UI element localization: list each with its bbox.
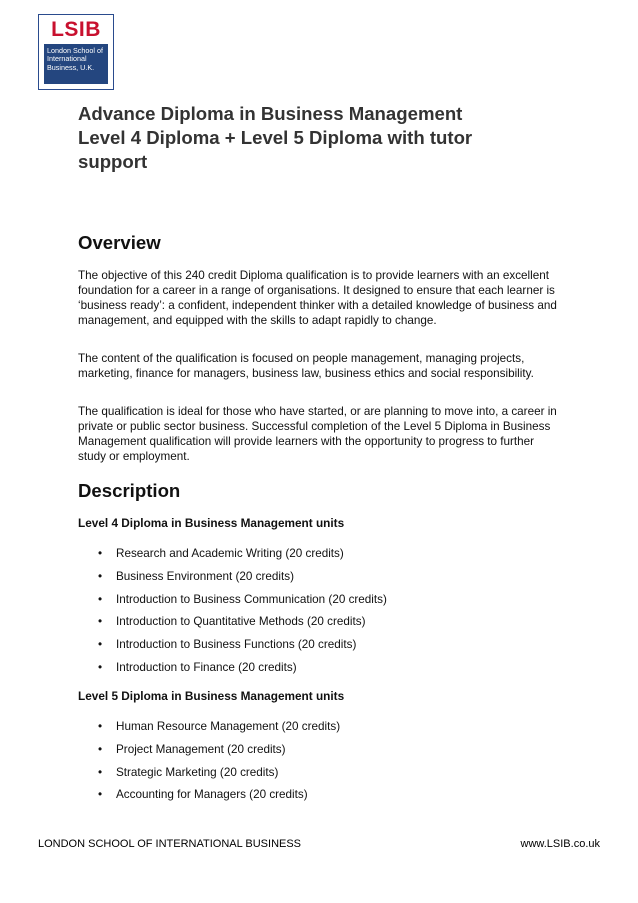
bullet-icon: •	[98, 615, 103, 629]
logo-subtitle-box	[44, 44, 108, 84]
overview-heading: Overview	[78, 232, 161, 253]
list-item	[98, 742, 340, 765]
title-line: Advance Diploma in Business Management	[78, 103, 463, 124]
list-item	[98, 637, 387, 660]
title-line: support	[78, 151, 148, 172]
bullet-icon: •	[98, 788, 103, 802]
list-item	[98, 660, 387, 683]
list-item	[98, 546, 387, 569]
unit-label: Introduction to Business Functions (20 credits)	[116, 638, 357, 652]
unit-label: Introduction to Quantitative Methods (20 credits)	[116, 615, 366, 629]
unit-label: Business Environment (20 credits)	[116, 569, 294, 583]
bullet-icon: •	[98, 720, 103, 733]
description-heading: Description	[78, 480, 181, 501]
document-title	[78, 102, 558, 174]
level4-units-heading: Level 4 Diploma in Business Management units	[78, 516, 345, 530]
level4-units-list	[98, 546, 387, 683]
footer-website: www.LSIB.co.uk	[520, 838, 600, 850]
list-item	[98, 569, 387, 592]
logo-brand-text: LSIB	[51, 18, 101, 41]
bullet-icon: •	[98, 547, 103, 560]
bullet-icon: •	[98, 765, 103, 779]
level5-units-heading: Level 5 Diploma in Business Management units	[78, 689, 345, 703]
overview-paragraph: The content of the qualification is focused on people management, managing projects, marketing, finance for managers, business law, business ethics and social responsibility.	[78, 352, 534, 380]
bullet-icon: •	[98, 569, 103, 583]
unit-label: Human Resource Management (20 credits)	[116, 720, 341, 733]
logo-line: Business, U.K.	[47, 62, 95, 72]
bullet-icon: •	[98, 742, 103, 756]
list-item	[98, 787, 340, 810]
unit-label: Research and Academic Writing (20 credits)	[116, 547, 344, 560]
level5-units-list	[98, 719, 340, 810]
list-item	[98, 765, 340, 788]
unit-label: Introduction to Finance (20 credits)	[116, 660, 297, 674]
list-item	[98, 592, 387, 615]
unit-label: Accounting for Managers (20 credits)	[116, 788, 308, 802]
footer-organization: LONDON SCHOOL OF INTERNATIONAL BUSINESS	[38, 838, 302, 850]
overview-paragraph: The qualification is ideal for those who have started, or are planning to move into, a career in private or public sector business. Successful completion of the Level 5 Diploma in Business Management qualification will provide learners with the opportunity to progress to further study or employment.	[78, 405, 557, 463]
logo-line: London School of	[47, 46, 103, 55]
bullet-icon: •	[98, 660, 103, 674]
list-item	[98, 614, 387, 637]
lsib-logo	[38, 14, 114, 90]
overview-paragraph: The objective of this 240 credit Diploma qualification is to provide learners with an excellent foundation for a career in a range of organisations. It designed to ensure that each learner is ‘business ready’: a confident, independent thinker with a detailed knowledge of business and management, and equipped with the skills to adapt rapidly to change.	[78, 269, 557, 327]
bullet-icon: •	[98, 592, 103, 606]
bullet-icon: •	[98, 638, 103, 652]
unit-label: Project Management (20 credits)	[116, 742, 286, 756]
unit-label: Strategic Marketing (20 credits)	[116, 765, 279, 779]
logo-line: International	[47, 54, 87, 64]
list-item	[98, 719, 340, 742]
unit-label: Introduction to Business Communication (20 credits)	[116, 592, 387, 606]
title-line: Level 4 Diploma + Level 5 Diploma with tutor	[78, 127, 473, 148]
